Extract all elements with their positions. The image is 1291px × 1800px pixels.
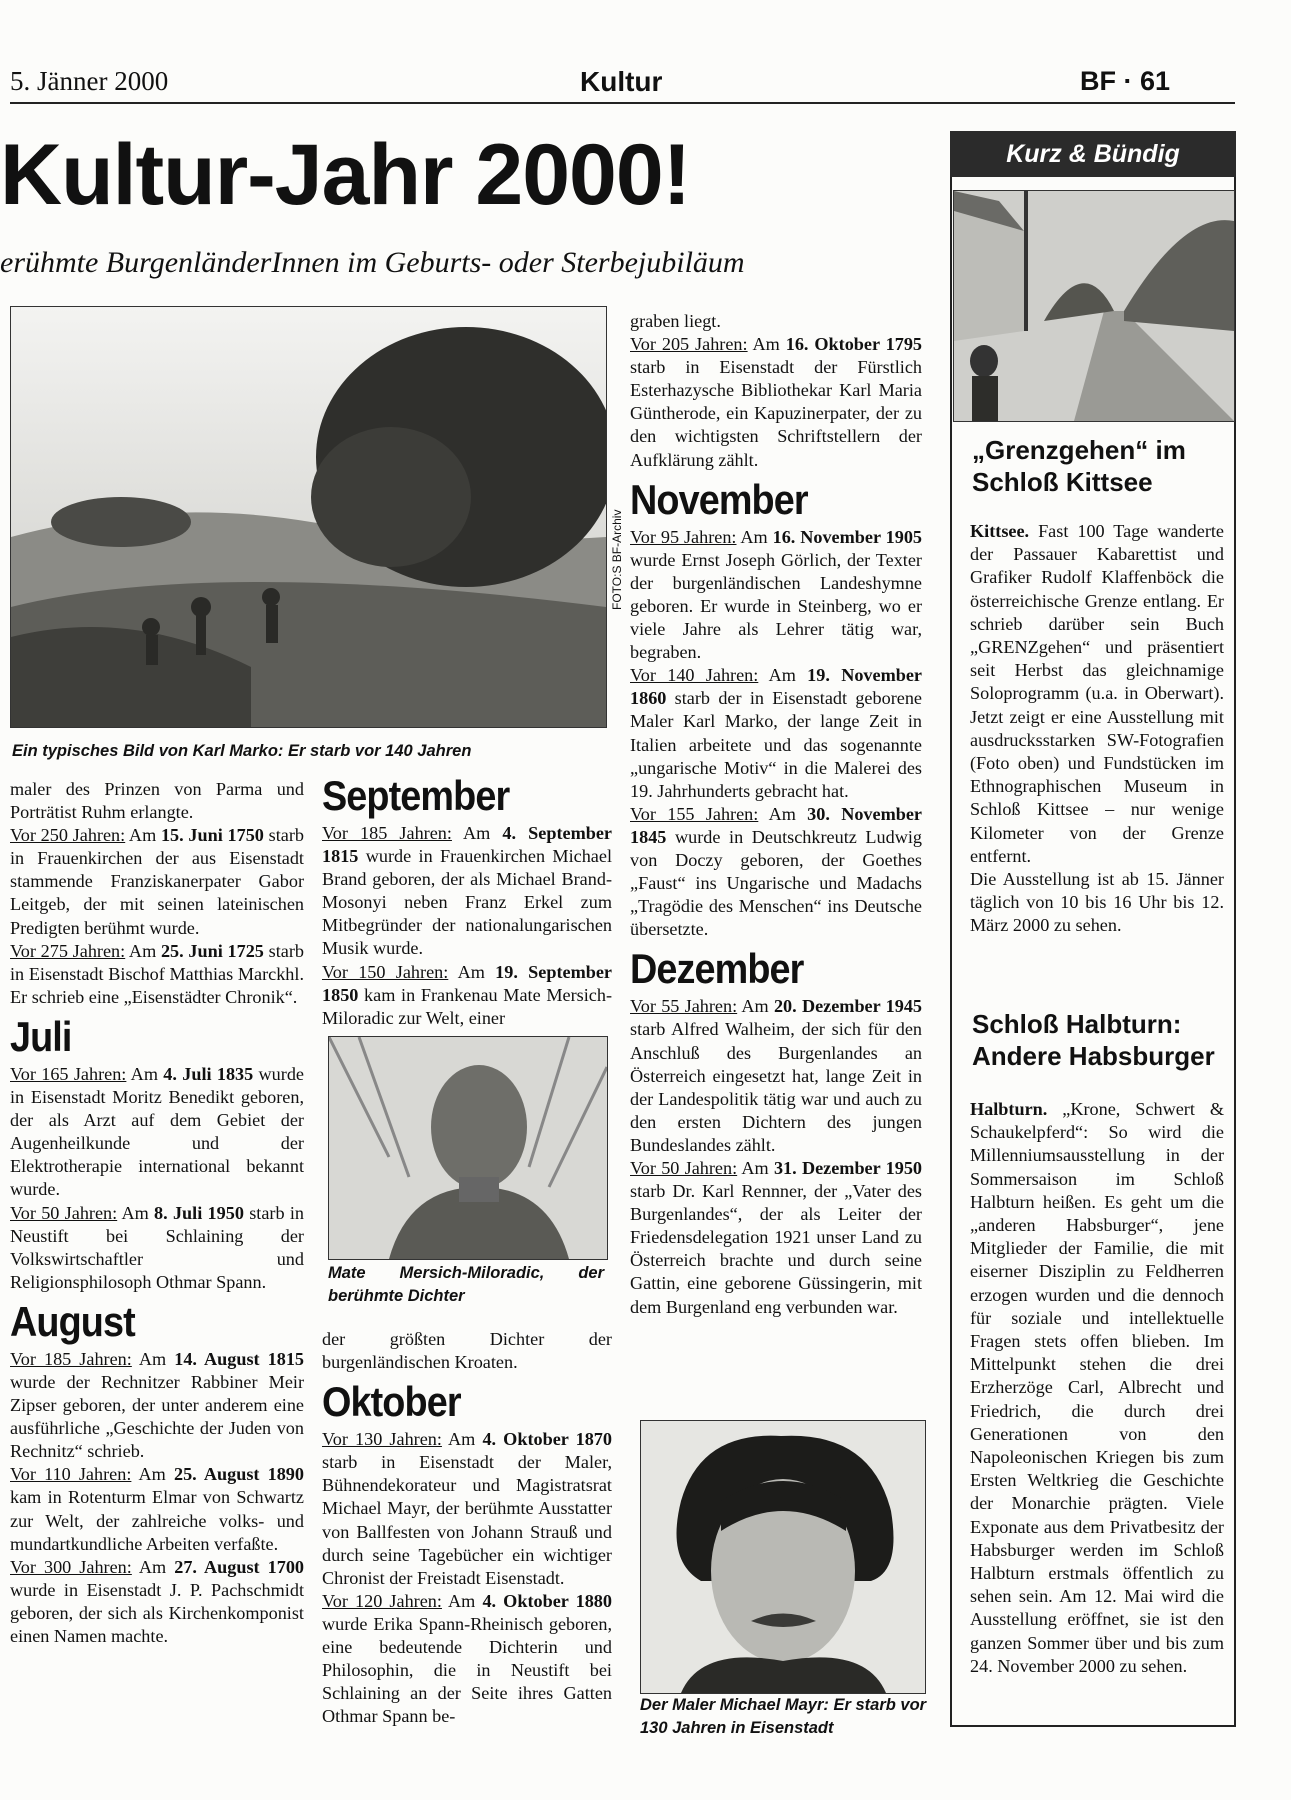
header-rule — [10, 102, 1235, 104]
column-2-cont: der größten Dichter der burgenländischen Kroaten. Oktober Vor 130 Jahren: Am 4. Oktober 1870 starb in Eisenstadt der Maler, Bühnendekorateur und Magistratsrat Michael Mayr, der berühmte Ausstatter von Ballfesten von Johann Strauß und durch seine Tagebücher ein wichtiger Chronist der Freistadt Eisenstadt. Vor 120 Jahren: Am 4. Oktober 1880 wurde Erika Spann-Rheinisch geboren, eine bedeutende Dichterin und Philosophin, die in Neustift bei Schlaining an der Seite ihres Gatten Othmar Spann be- — [322, 1329, 612, 1727]
section-label: Kultur — [580, 66, 663, 97]
col1-intro: maler des Prinzen von Parma und Porträtist Ruhm erlangte. — [10, 779, 304, 823]
sidebar-title: Kurz & Bündig — [950, 131, 1236, 177]
heading-dezember: Dezember — [630, 945, 804, 993]
sidebar-heading-halbturn: Schloß Halbturn: Andere Habsburger — [972, 1009, 1215, 1071]
heading-juli: Juli — [10, 1012, 72, 1060]
column-3: graben liegt. Vor 205 Jahren: Am 16. Oktober 1795 starb in Eisenstadt der Fürstlich Esterhazysche Bibliothekar Karl Maria Güntherode, ein Kapuzinerpater, der zu den wichtigsten Schriftstellern der Aufklärung zählt. November Vor 95 Jahren: Am 16. November 1905 wurde Ernst Joseph Görlich, der Texter der burgenländischen Landeshymne geboren. Er wurde in Steinberg, wo er viele Jahre als Lehrer tätig war, begraben. Vor 140 Jahren: Am 19. November 1860 starb der in Eisenstadt geborene Maler Karl Marko, der lange Zeit in Italien arbeitete und das sogenannte „ungarische Motiv“ in die Malerei des 19. Jahrhunderts gebracht hat. Vor 155 Jahren: Am 30. November 1845 wurde in Deutschkreutz Ludwig von Doczy geboren, der Goethes „Faust“ ins Ungarische und Madachs „Tragödie des Menschen“ ins Deutsche übersetzte. Dezember Vor 55 Jahren: Am 20. Dezember 1945 starb Alfred Walheim, der sich für den Anschluß des Burgenlandes an Österreich eingesetzt hat, lange Zeit in der Landespolitik tätig war und auch zu den ersten Dichtern des jungen Bundeslandes zählt. Vor 50 Jahren: Am 31. Dezember 1950 starb Dr. Karl Rennner, der „Vater des Burgenlandes“, der als Leiter der Friedensdelegation 1921 unser Land zu Österreich brachte und durch seine Gattin, eine geborene Güssingerin, mit dem Burgenland eng verbunden war. — [630, 311, 923, 1317]
painting-caption: Ein typisches Bild von Karl Marko: Er starb vor 140 Jahren — [12, 742, 472, 760]
heading-august: August — [10, 1297, 135, 1345]
heading-oktober: Oktober — [322, 1378, 461, 1426]
column-1: maler des Prinzen von Parma und Porträtist Ruhm erlangte. Vor 250 Jahren: Am 15. Juni 1750 starb in Frauenkirchen der aus Eisenstadt stammende Franziskanerpater Gabor Leitgeb, der mit seinen lateinischen Predigten berühmt wurde. Vor 275 Jahren: Am 25. Juni 1725 starb in Eisenstadt Bischof Matthias Marckhl. Er schrieb eine „Eisenstädter Chronik“. Juli Vor 165 Jahren: Am 4. Juli 1835 wurde in Eisenstadt Moritz Benedikt geboren, der als Arzt auf dem Gebiet der Augenheilkunde und der Elektrotherapie international bekannt wurde. Vor 50 Jahren: Am 8. Juli 1950 starb in Neustift bei Schlaining der Volkswirtschaftler und Religionsphilosoph Othmar Spann. August Vor 185 Jahren: Am 14. August 1815 wurde der Rechnitzer Rabbiner Meir Zipser geboren, der unter anderem eine ausführliche „Geschichte der Juden von Rechnitz“ schrieb. Vor 110 Jahren: Am 25. August 1890 kam in Rotenturm Elmar von Schwartz zur Welt, der zahlreiche volks- und mundartkundliche Arbeiten verfaßte. Vor 300 Jahren: Am 27. August 1700 wurde in Eisenstadt J. P. Pachschmidt geboren, der sich als Kirchenkomponist einen Namen machte. — [10, 779, 305, 1646]
karl-marko-painting — [10, 306, 607, 728]
column-2: September Vor 185 Jahren: Am 4. September 1815 wurde in Frauenkirchen Michael Brand geboren, der als Michael Brand-Mosonyi neben Franz Erkel zum Mitbegründer der nationalungarischen Musik wurde. Vor 150 Jahren: Am 19. September 1850 kam in Frankenau Mate Mersich-Miloradic zur Welt, einer — [322, 772, 613, 1028]
sidebar-halbturn-text: Halbturn. „Krone, Schwert & Schaukelpferd“: So wird die Millenniumsausstellung in der Sommersaison im Schloß Halbturn heißen. Es geht um die „anderen Habsburger“, jene Mitglieder der Familie, die mit eiserner Disziplin zu Feldherren erzogen wurden und die dennoch für soziale und intellektuelle Fragen stets offen blieben. Im Mittelpunkt stehen die drei Erzherzöge Carl, Albrecht und Friedrich, die durch drei Generationen von den Napoleonischen Kriegen bis zum Ersten Weltkrieg die Geschichte der Monarchie prägten. Viele Exponate aus dem Privatbesitz der Habsburger werden im Schloß Halbturn erstmals öffentlich zu sehen sein. Am 12. Mai wird die Ausstellung eröffnet, sie ist den ganzen Sommer über und bis zum 24. November 2000 zu sehen. — [970, 1099, 1224, 1676]
photo-credit: FOTO:S BF-Archiv — [610, 509, 624, 610]
page-number: BF · 61 — [1080, 66, 1171, 96]
heading-september: September — [322, 772, 510, 819]
heading-november: November — [630, 475, 808, 523]
sidebar-kittsee-text: Kittsee. Fast 100 Tage wanderte der Passauer Kabarettist und Grafiker Rudolf Klaffenböck die österreichische Grenze entlang. Er schrieb darüber sein Buch „GRENZgehen“ und präsentiert seit Herbst das gleichnamige Soloprogramm (u.a. in Oberwart). Jetzt zeigt er eine Ausstellung mit ausdrucksstarken SW-Fotografien (Foto oben) und Fundstücken im Ethnographischen Museum in Schloß Kittsee – nur wenige Kilometer von der Grenze entfernt. Die Ausstellung ist ab 15. Jänner täglich von 10 bis 16 Uhr bis 12. März 2000 zu sehen. — [970, 521, 1224, 936]
issue-date: 5. Jänner 2000 — [10, 66, 169, 96]
bust-caption: Mate Mersich-Miloradic, der berühmte Dichter — [328, 1264, 604, 1305]
subheadline: erühmte BurgenländerInnen im Geburts- oder Sterbejubiläum — [0, 246, 745, 279]
michael-mayr-portrait — [640, 1420, 926, 1694]
headline: Kultur-Jahr 2000! — [0, 127, 691, 223]
mersich-bust-photo — [328, 1036, 608, 1260]
grenzgehen-photo — [953, 190, 1235, 422]
sidebar-heading-grenzgehen: „Grenzgehen“ im Schloß Kittsee — [972, 435, 1186, 497]
mayr-caption: Der Maler Michael Mayr: Er starb vor 130 Jahren in Eisenstadt — [640, 1696, 927, 1737]
